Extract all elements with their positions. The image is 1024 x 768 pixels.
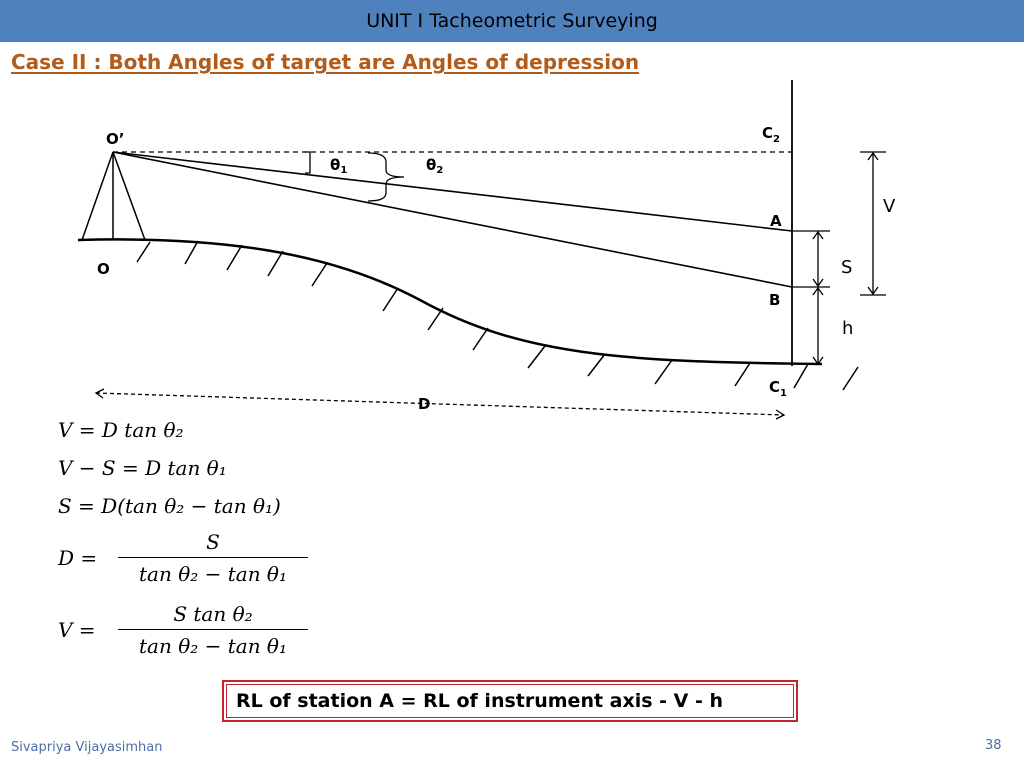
rl-formula-box — [222, 680, 798, 722]
equation-3: S = D(tan θ₂ − tan θ₁) — [58, 494, 281, 518]
label-theta1: $\theta_1$ — [330, 156, 348, 176]
label-v: V — [883, 196, 896, 217]
label-a: A — [770, 212, 782, 230]
case-subtitle: Case II : Both Angles of target are Angles of depression — [11, 50, 640, 74]
d-dimension-arrow — [96, 389, 784, 419]
equation-2: V − S = D tan θ₁ — [58, 456, 227, 480]
ground-hatching — [137, 241, 858, 390]
equation-4-denominator: tan θ₂ − tan θ₁ — [139, 562, 287, 586]
s-dimension-arrow — [813, 232, 823, 286]
equation-4-lhs: D = — [58, 546, 98, 570]
label-o-prime: O’ — [106, 130, 125, 148]
label-c2: $C_2$ — [762, 124, 780, 145]
instrument-tripod — [82, 152, 145, 240]
ground-profile — [78, 239, 822, 364]
label-c1: $C_1$ — [769, 378, 787, 399]
h-dimension-arrow — [813, 288, 823, 364]
label-s: S — [841, 257, 853, 278]
equation-5-fraction — [118, 602, 308, 658]
equation-5-denominator: tan θ₂ − tan θ₁ — [139, 634, 287, 658]
slide-title: UNIT I Tacheometric Surveying — [366, 10, 658, 32]
label-h: h — [842, 318, 854, 339]
label-o: O — [97, 260, 110, 278]
equation-4-numerator: S — [118, 530, 308, 558]
theta1-bracket — [305, 152, 310, 173]
equation-5-numerator: S tan θ₂ — [118, 602, 308, 630]
v-dimension-arrow — [868, 153, 878, 294]
footer-page-number: 38 — [985, 738, 1002, 753]
equation-4-fraction — [118, 530, 308, 586]
footer-author: Sivapriya Vijayasimhan — [11, 740, 163, 755]
rl-formula-text: RL of station A = RL of instrument axis - V - h — [226, 684, 794, 718]
theta2-brace — [368, 153, 404, 201]
equation-1: V = D tan θ₂ — [58, 418, 184, 442]
label-b: B — [769, 291, 781, 309]
label-theta2: $\theta_2$ — [426, 156, 444, 176]
equation-5-lhs: V = — [58, 618, 96, 642]
label-d: D — [418, 395, 431, 413]
